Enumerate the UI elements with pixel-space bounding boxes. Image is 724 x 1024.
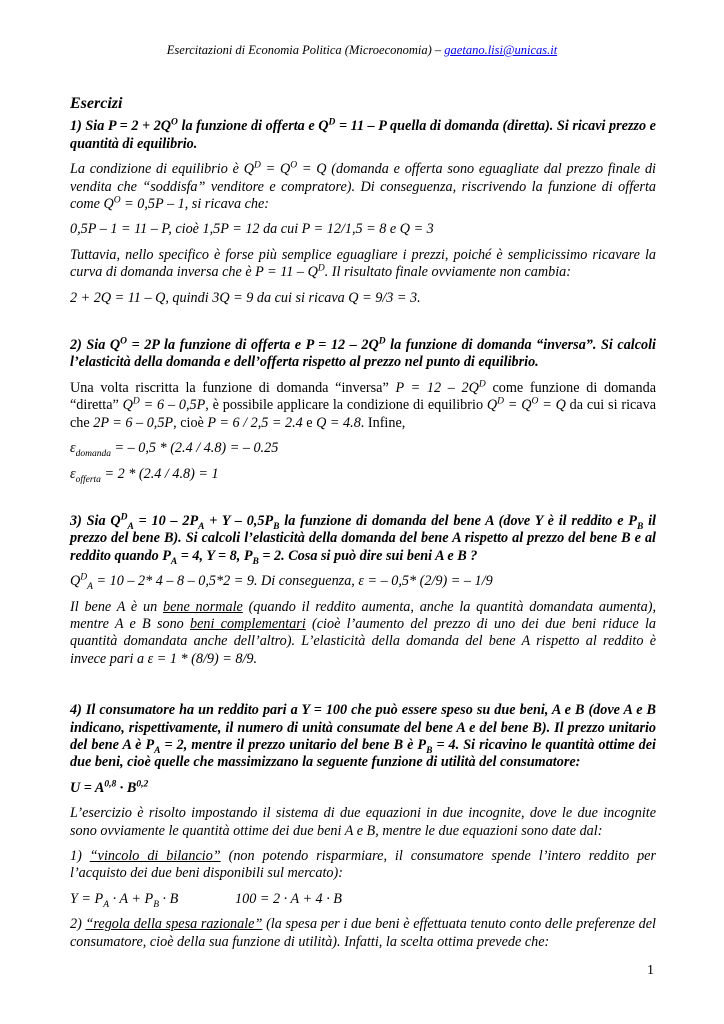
document-body bbox=[70, 95, 656, 959]
exercise-2-question: 2) Sia $Q^O = 2P$ la funzione di offerta e $P = 12 - 2Q^D$ la funzione di domanda “inversa”. Si calcoli l’elasticità della domanda e dell’offerta rispetto al prezzo nel punto di equilibrio. bbox=[70, 336, 657, 371]
page-number: 1 bbox=[647, 963, 654, 978]
exercise-1-text: La condizione di equilibrio è $Q^D = Q^O = Q$ (domanda e offerta sono eguagliate dal prezzo finale di vendita che “soddisfa” venditore e compratore). Di conseguenza, riscrivendo la funzione di offerta come $Q^O = 0,5P - 1$, si ricava che: bbox=[70, 160, 656, 213]
header-text: Esercitazioni di Economia Politica (Microeconomia) – bbox=[166, 43, 445, 57]
exercise-1-result: 2 + 2Q = 11 – Q, quindi 3Q = 9 da cui si ricava Q = 9/3 = 3. bbox=[70, 289, 421, 306]
page-title: Esercizi bbox=[70, 95, 123, 112]
exercise-4-text: L’esercizio è risolto impostando il sistema di due equazioni in due incognite, dove le due incognite sono ovviamente le quantità ottime dei due beni A e B, mentre le due equazioni sono date dal: bbox=[70, 805, 656, 839]
exercise-3-equation: $Q^D_A = 10 - 2*$ 4 – 8 – 0,5*2 = 9. Di conseguenza, ε = – 0,5* (2/9) = – 1/9 bbox=[70, 572, 493, 592]
exercise-2-text: Una volta riscritta la funzione di domanda “inversa” $P = 12 - 2Q^D$ come funzione di domanda “diretta” $Q^D = 6 - 0,5P$, è possibile applicare la condizione di equilibrio $Q^D = Q^O = Q$ da cui si ricava che 2P = 6 – 0,5P, cioè P = 6 / 2,5 = 2.4 e Q = 4.8. Infine, bbox=[70, 379, 657, 431]
exercise-4-question: 4) Il consumatore ha un reddito pari a Y = 100 che può essere speso su due beni, A e B (dove A e B indicano, rispettivamente, il numero di unità consumate del bene A e del bene B). Il prezzo unitario del bene A è $P_A = 2$, mentre il prezzo unitario del bene B è $P_B = 4$. Si ricavino le quantità ottime dei due beni, cioè quelle che massimizzano la seguente funzione di utilità del consumatore: bbox=[70, 702, 656, 771]
spending-rule-text: 2) “regola della spesa razionale” (la spesa per i due beni è effettuata tenuto conto delle preferenze del consumatore, cioè della sua funzione di utilità). Infatti, la scelta ottima prevede che: bbox=[70, 916, 656, 950]
page-header bbox=[0, 43, 724, 58]
exercise-3-text: Il bene A è un bene normale (quando il reddito aumenta, anche la quantità domandata aumenta), mentre A e B sono beni complementari (cioè l’aumento del prezzo di uno dei due beni riduce la quantità domandata anche dell’altro). L’elasticità della domanda del bene A rispetto al reddito è invece pari a ε = 1 * (8/9) = 8/9. bbox=[70, 598, 657, 667]
elasticity-supply: $\varepsilon_{offerta} = 2 * (2.4 / 4.8) = 1$ bbox=[70, 465, 219, 485]
email-link[interactable]: gaetano.lisi@unicas.it bbox=[444, 43, 558, 57]
utility-function: U = A$^{0,8}$ · B$^{0,2}$ bbox=[70, 779, 149, 796]
elasticity-demand: $\varepsilon_{domanda}$ = – 0,5 * (2.4 / 4.8) = – 0.25 bbox=[70, 440, 279, 459]
exercise-1-text-2: Tuttavia, nello specifico è forse più semplice eguagliare i prezzi, poiché è semplicissimo ricavare la curva di domanda inversa che è $P = 11 - Q^D$. Il risultato finale ovviamente non cambia: bbox=[70, 246, 656, 281]
exercise-1-equation: 0,5P – 1 = 11 – P, cioè 1,5P = 12 da cui P = 12/1,5 = 8 e Q = 3 bbox=[70, 221, 434, 238]
budget-constraint-equation: $Y = P_A \cdot A + P_B \cdot B$ 100 = 2 · A + 4 · B bbox=[70, 890, 342, 910]
exercise-3-question: 3) Sia $Q^D_A = 10 - 2P_A + Y - 0,5P_B$ la funzione di domanda del bene A (dove Y è il reddito e $P_B$ il prezzo del bene B). Si calcoli l’elasticità della domanda del bene A rispetto al prezzo del bene B e al reddito quando $P_A = 4$, Y = 8, $P_B = 2$. Cosa si può dire sui beni A e B ? bbox=[70, 512, 656, 567]
budget-constraint-text: 1) “vincolo di bilancio” (non potendo risparmiare, il consumatore spende l’intero reddito per l’acquisto dei due beni disponibili sul mercato): bbox=[70, 848, 656, 882]
exercise-1-question: 1) Sia $P = 2 + 2Q^O$ la funzione di offerta e $Q^D = 11 - P$ quella di domanda (diretta). Si ricavi prezzo e quantità di equilibrio. bbox=[70, 117, 656, 152]
